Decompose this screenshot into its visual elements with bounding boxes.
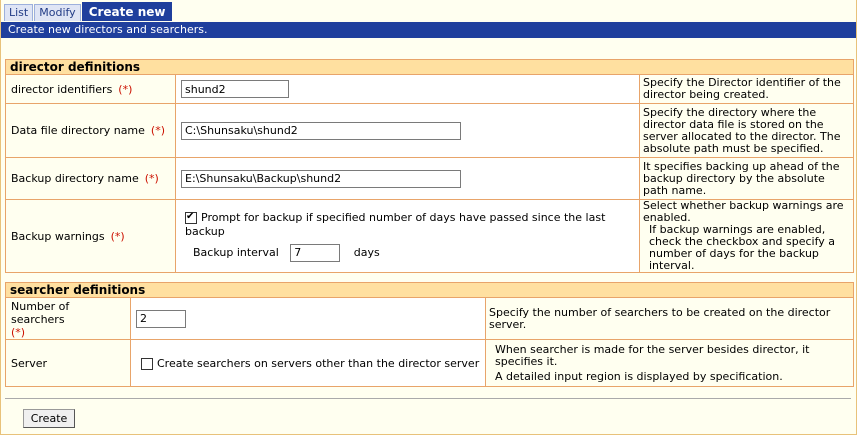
other-servers-checkbox[interactable] xyxy=(141,358,153,370)
backup-warning-checkbox-label: Prompt for backup if specified number of days have passed since the last backup xyxy=(185,210,606,238)
director-identifier-help: Specify the Director identifier of the director being created. xyxy=(640,75,854,104)
required-marker: (*) xyxy=(11,326,26,339)
searcher-count-help: Specify the number of searchers to be created on the director server. xyxy=(486,298,854,340)
backup-directory-help: It specifies backing up ahead of the backup directory by the absolute path name. xyxy=(640,158,854,200)
server-help: When searcher is made for the server besides director, it specifies it. A detailed input region is displayed by specification. xyxy=(486,340,854,387)
searcher-count-label: Number of searchers (*) xyxy=(6,298,131,340)
backup-directory-label: Backup directory name (*) xyxy=(6,158,176,200)
backup-interval-label: Backup interval xyxy=(193,245,279,259)
tab-modify[interactable]: Modify xyxy=(34,4,80,21)
create-button[interactable]: Create xyxy=(23,409,75,428)
backup-directory-input[interactable] xyxy=(181,170,461,188)
required-marker: (*) xyxy=(110,229,125,243)
backup-interval-input[interactable] xyxy=(290,244,340,262)
required-marker: (*) xyxy=(118,82,133,96)
data-file-directory-label: Data file directory name (*) xyxy=(6,104,176,158)
server-label: Server xyxy=(6,340,131,387)
searcher-definitions-table xyxy=(5,282,854,387)
backup-warning-checkbox[interactable] xyxy=(185,212,197,224)
backup-warnings-label: Backup warnings (*) xyxy=(6,200,176,273)
backup-warnings-help: Select whether backup warnings are enabled. If backup warnings are enabled, check the checkbox and specify a number of days for the backup interval. xyxy=(640,200,854,273)
director-identifier-label: director identifiers (*) xyxy=(6,75,176,104)
director-identifier-input[interactable] xyxy=(181,80,289,98)
director-definitions-title: director definitions xyxy=(6,60,854,75)
data-file-directory-input[interactable] xyxy=(181,122,461,140)
searcher-count-input[interactable] xyxy=(136,310,186,328)
required-marker: (*) xyxy=(150,124,166,137)
required-marker: (*) xyxy=(144,172,159,185)
director-definitions-table xyxy=(5,59,854,273)
tab-create-new[interactable]: Create new xyxy=(82,2,173,21)
other-servers-checkbox-label: Create searchers on servers other than the director server xyxy=(157,356,480,370)
data-file-directory-help: Specify the directory where the director data file is stored on the server allocated to the director. The absolute path must be specified. xyxy=(640,104,854,158)
tab-list[interactable]: List xyxy=(4,4,33,21)
page-description-banner: Create new directors and searchers. xyxy=(1,22,856,38)
backup-interval-unit: days xyxy=(353,245,380,259)
searcher-definitions-title: searcher definitions xyxy=(6,283,854,298)
divider xyxy=(5,398,851,399)
tab-bar xyxy=(4,4,173,22)
